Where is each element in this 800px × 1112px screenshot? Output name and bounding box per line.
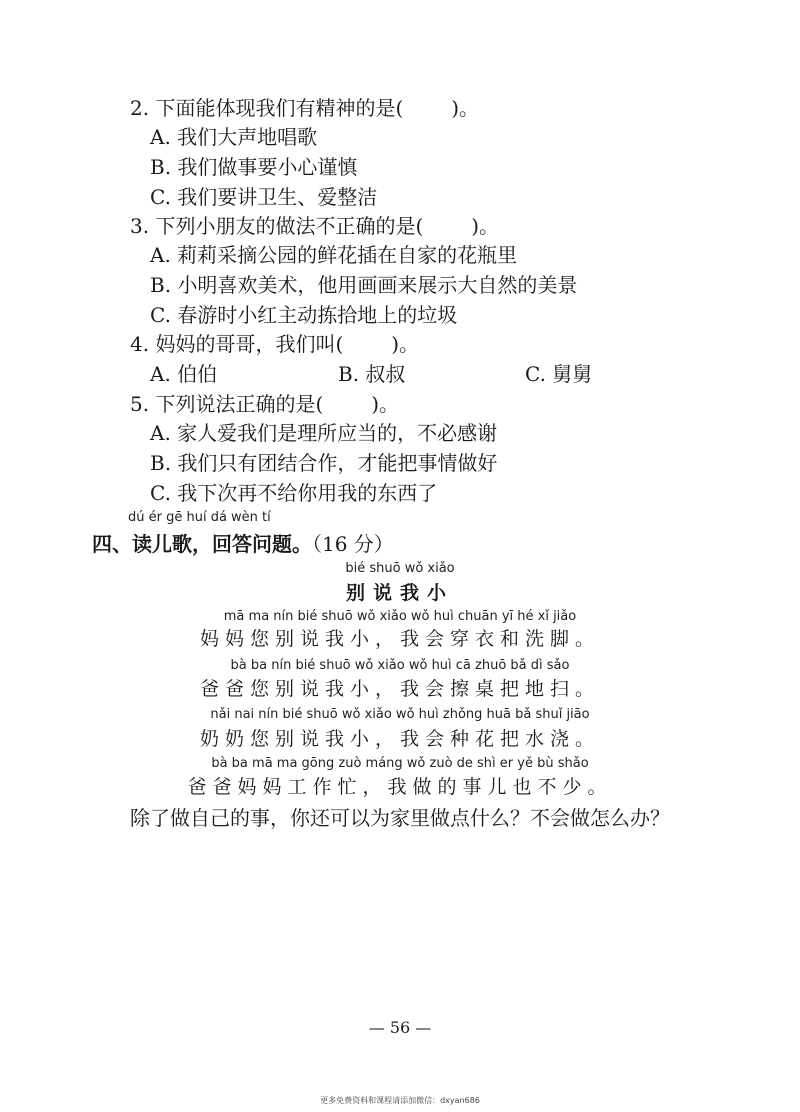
question-stem: 3. 下列小朋友的做法不正确的是( xyxy=(130,214,424,238)
option-b: B. 小明喜欢美术，他用画画来展示大自然的美景 xyxy=(150,273,578,297)
question-stem-end: )。 xyxy=(451,96,480,120)
question-stem: 5. 下列说法正确的是( xyxy=(130,392,324,416)
question-2 xyxy=(130,95,479,121)
poem-line: 奶奶您别说我小，我会种花把水浇。 xyxy=(199,728,600,750)
question-stem-end: )。 xyxy=(371,392,400,416)
poem-line-pinyin: mā ma nín bié shuō wǒ xiǎo wǒ huì chuān yī hé xǐ jiǎo xyxy=(223,609,577,624)
option-c: C. 我们要讲卫生、爱整洁 xyxy=(150,185,378,209)
poem-line: 爸爸妈妈工作忙，我做的事儿也不少。 xyxy=(187,776,613,798)
option-a: A. 莉莉采摘公园的鲜花插在自家的花瓶里 xyxy=(150,243,518,267)
poem-title-pinyin: bié shuō wǒ xiǎo xyxy=(345,561,455,576)
option-b: B. 叔叔 xyxy=(338,362,406,386)
poem-title: 别说我小 xyxy=(345,582,454,604)
poem-line-pinyin: bà ba mā ma gōng zuò máng wǒ zuò de shì er yě bù shǎo xyxy=(211,756,589,771)
section-pinyin: dú ér gē huí dá wèn tí xyxy=(128,510,271,525)
footer-note: 更多免费资料和课程请添加微信：dxyan686 xyxy=(320,1096,480,1105)
page-number: — 56 — xyxy=(368,1018,432,1037)
option-b: B. 我们只有团结合作，才能把事情做好 xyxy=(150,451,498,475)
poem-line-pinyin: nǎi nai nín bié shuō wǒ xiǎo wǒ huì zhǒng huā bǎ shuǐ jiāo xyxy=(210,707,590,722)
question-3 xyxy=(130,213,499,239)
open-question: 除了做自己的事，你还可以为家里做点什么？不会做怎么办？ xyxy=(130,806,670,830)
question-stem-end: )。 xyxy=(471,214,500,238)
section-title: 四、读儿歌，回答问题。 xyxy=(92,532,312,556)
option-a: A. 我们大声地唱歌 xyxy=(150,125,318,149)
section-heading xyxy=(92,531,394,557)
option-c: C. 春游时小红主动拣拾地上的垃圾 xyxy=(150,303,458,327)
question-stem: 4. 妈妈的哥哥，我们叫( xyxy=(130,332,344,356)
question-5 xyxy=(130,391,399,417)
option-c: C. 我下次再不给你用我的东西了 xyxy=(150,481,438,505)
question-4 xyxy=(130,331,419,357)
option-b: B. 我们做事要小心谨慎 xyxy=(150,155,358,179)
option-a: A. 家人爱我们是理所应当的，不必感谢 xyxy=(150,421,498,445)
poem-line: 妈妈您别说我小，我会穿衣和洗脚。 xyxy=(199,628,600,650)
option-a: A. 伯伯 xyxy=(150,362,218,386)
section-score: （16 分） xyxy=(312,532,394,556)
question-stem: 2. 下面能体现我们有精神的是( xyxy=(130,96,404,120)
option-c: C. 舅舅 xyxy=(525,362,593,386)
question-stem-end: )。 xyxy=(391,332,420,356)
poem-line: 爸爸您别说我小，我会擦桌把地扫。 xyxy=(199,678,600,700)
poem-line-pinyin: bà ba nín bié shuō wǒ xiǎo wǒ huì cā zhuō bǎ dì sǎo xyxy=(230,658,570,673)
